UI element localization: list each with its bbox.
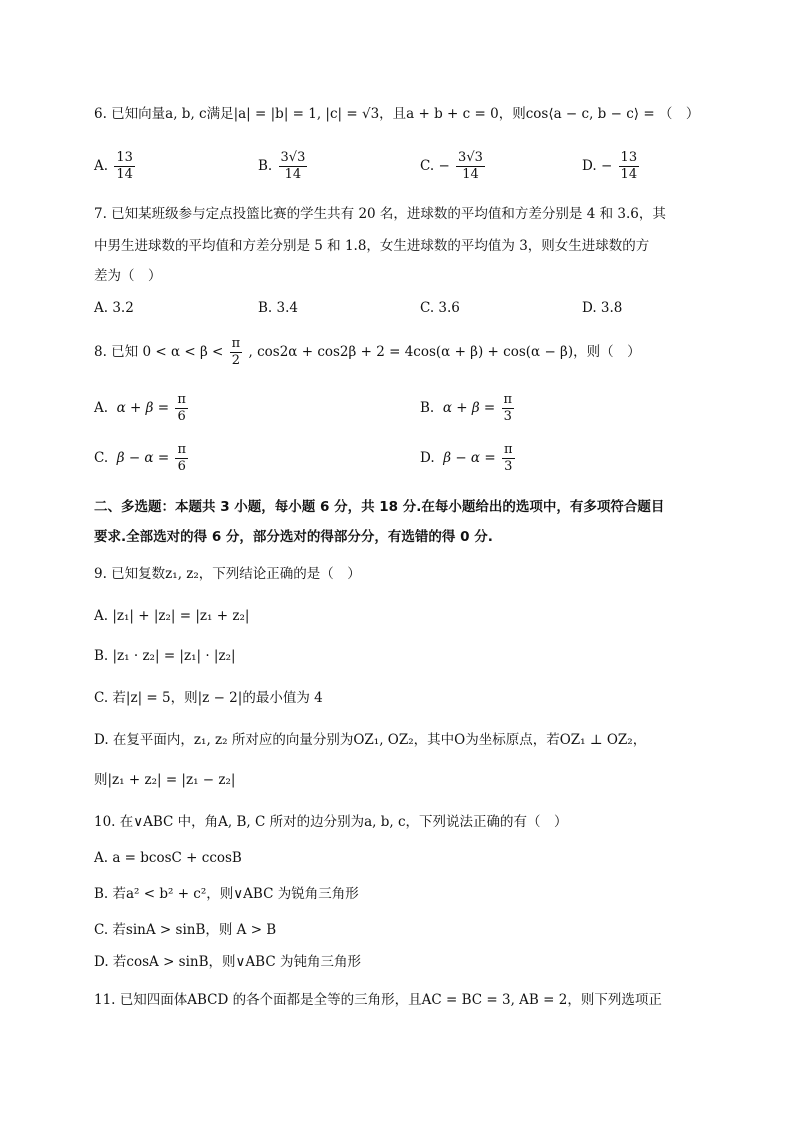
fraction: $\frac{\pi}{6}$ (177, 392, 186, 424)
q7-option-a: A. 3.2 (94, 300, 134, 316)
q7-stem-line1: 7. 已知某班级参与定点投篮比赛的学生共有 20 名，进球数的平均值和方差分别是 4 和 3.6，其 (94, 206, 666, 222)
q8-option-d (420, 442, 517, 475)
minus-sign: − (600, 158, 613, 174)
fraction: $\frac{3√3}{14}$ (458, 150, 483, 182)
fraction: $\frac{13}{14}$ (116, 150, 133, 182)
q10-option-b: B. 若a² < b² + c²，则∨ABC 为锐角三角形 (94, 886, 359, 902)
option-letter: B. (258, 158, 273, 174)
q6-option-d (582, 150, 641, 183)
fraction: $\frac{13}{14}$ (620, 150, 638, 182)
q9-option-d-line1: D. 在复平面内，z₁, z₂ 所对应的向量分别为OZ₁, OZ₂，其中O为坐标原点，若OZ₁ ⊥ OZ₂， (94, 732, 647, 748)
q7-option-b: B. 3.4 (258, 300, 298, 316)
option-letter: A. (94, 400, 109, 416)
q8-option-b (420, 392, 516, 425)
q8-stem-post: , cos2α + cos2β + 2 = 4cos(α + β) + cos(α − β)，则（ ） (248, 344, 641, 360)
q8-stem (94, 334, 641, 370)
q10-option-c: C. 若sinA > sinB，则 A > B (94, 922, 277, 938)
fraction: $\frac{\pi}{3}$ (503, 392, 513, 424)
fraction: $\frac{\pi}{2}$ (231, 336, 241, 368)
q7-stem-line2: 中男生进球数的平均值和方差分别是 5 和 1.8，女生进球数的平均值为 3，则女生进球数的方 (94, 238, 650, 254)
q9-option-d-line2: 则|z₁ + z₂| = |z₁ − z₂| (94, 772, 236, 788)
q8-option-a (94, 392, 190, 425)
q9-option-c: C. 若|z| = 5，则|z − 2|的最小值为 4 (94, 690, 323, 706)
q7-option-d: D. 3.8 (582, 300, 623, 316)
option-letter: A. (94, 158, 109, 174)
q9-option-a: A. |z₁| + |z₂| = |z₁ + z₂| (94, 608, 250, 624)
q6-option-b (258, 150, 309, 183)
option-letter: D. (420, 450, 435, 466)
option-expr: β − α = (443, 450, 496, 466)
q11-stem: 11. 已知四面体ABCD 的各个面都是全等的三角形，且AC = BC = 3, AB = 2，则下列选项正 (94, 992, 662, 1008)
q10-option-a: A. a = bcosC + ccosB (94, 850, 242, 866)
q9-stem: 9. 已知复数z₁, z₂，下列结论正确的是（ ） (94, 566, 361, 582)
q8-stem-pre: 8. 已知 0 < α < β < (94, 344, 224, 360)
q6-option-c (420, 150, 487, 183)
fraction: $\frac{3√3}{14}$ (280, 150, 306, 182)
option-letter: C. (420, 158, 435, 174)
option-letter: D. (582, 158, 597, 174)
q7-stem-line3: 差为（ ） (94, 268, 162, 284)
q9-option-b: B. |z₁ · z₂| = |z₁| · |z₂| (94, 648, 236, 664)
option-expr: α + β = (442, 400, 496, 416)
section-heading-line1: 二、多选题：本题共 3 小题，每小题 6 分，共 18 分.在每小题给出的选项中，有多项符合题目 (94, 499, 665, 515)
minus-sign: − (438, 158, 450, 174)
fraction: $\frac{\pi}{6}$ (177, 442, 186, 474)
option-expr: β − α = (116, 450, 170, 466)
q10-stem: 10. 在∨ABC 中，角A, B, C 所对的边分别为a, b, c，下列说法正确的有（ ） (94, 814, 568, 830)
q6-stem: 6. 已知向量a, b, c满足|a| = |b| = 1, |c| = √3，且a + b + c = 0，则cos⟨a − c, b − c⟩ = （ ） (94, 106, 700, 122)
q10-option-d: D. 若cosA > sinB，则∨ABC 为钝角三角形 (94, 954, 361, 970)
option-expr: α + β = (116, 400, 170, 416)
option-letter: C. (94, 450, 109, 466)
q6-option-a (94, 150, 137, 183)
section-heading-line2: 要求.全部选对的得 6 分，部分选对的得部分分，有选错的得 0 分. (94, 529, 493, 545)
option-letter: B. (420, 400, 435, 416)
q7-option-c: C. 3.6 (420, 300, 460, 316)
fraction: $\frac{\pi}{3}$ (503, 442, 513, 474)
q8-option-c (94, 442, 190, 475)
